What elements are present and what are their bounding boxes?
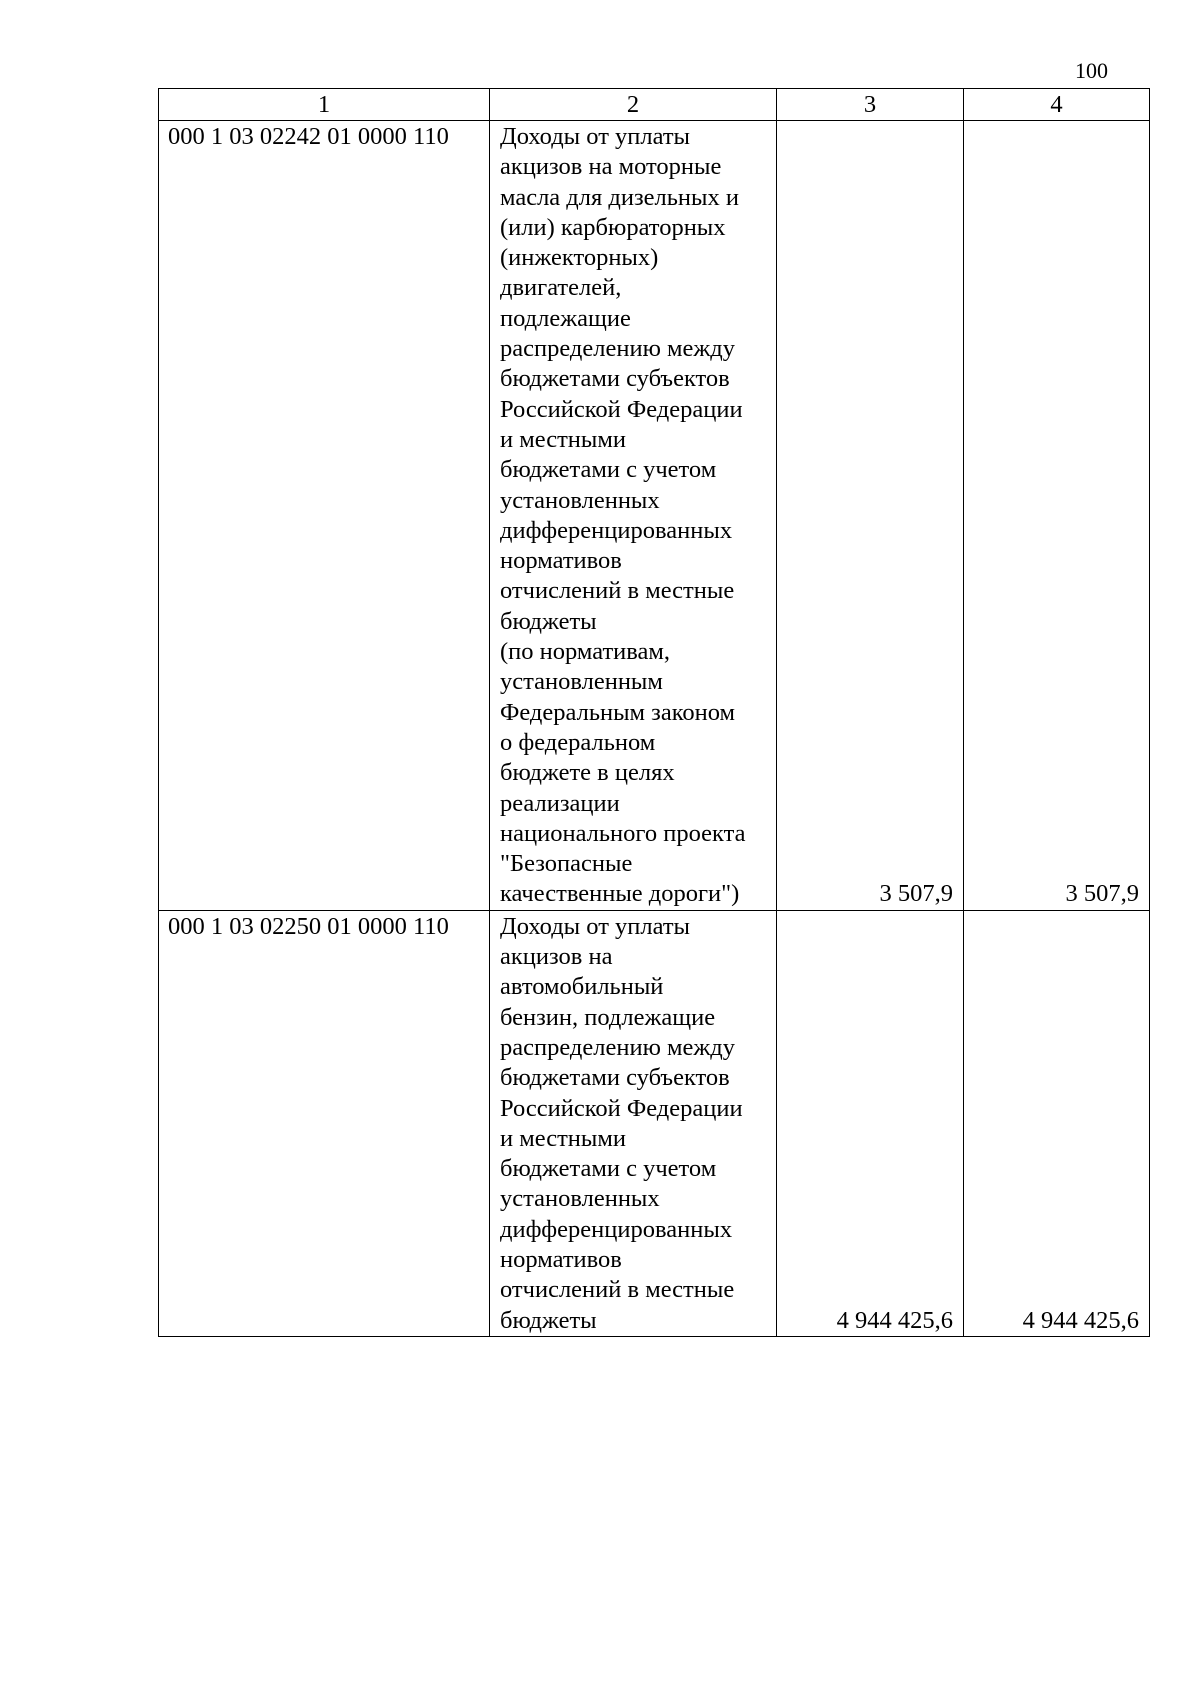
description-line: акцизов на моторные [500,153,722,181]
revenue-code-cell: 000 1 03 02242 01 0000 110 [159,121,490,911]
column-header-1: 1 [159,89,490,121]
column-header-3: 3 [777,89,964,121]
amount-column-3-cell: 4 944 425,6 [777,910,964,1336]
table-row [159,121,1150,911]
revenue-code-cell: 000 1 03 02250 01 0000 110 [159,910,490,1336]
description-line: о федеральном [500,728,656,756]
description-line: двигателей, [500,274,622,302]
description-line: установленным [500,668,663,696]
description-line: "Безопасные [500,850,633,878]
column-header-2: 2 [490,89,777,121]
description-line: Доходы от уплаты [500,123,691,150]
description-line: нормативов [500,547,622,575]
description-line: бюджетами с учетом [500,456,717,484]
amount-column-4-cell: 3 507,9 [964,121,1150,911]
description-line: (или) карбюраторных [500,213,726,241]
description-line: отчислений в местные [500,577,735,605]
description-line: и местными [500,425,626,453]
description-line: качественные дороги") [500,880,740,908]
description-line: акцизов на [500,943,613,971]
description-line: нормативов [500,1245,622,1273]
description-line: Российской Федерации [500,395,743,423]
description-line: бюджеты [500,607,597,635]
revenue-description-cell [490,121,777,911]
description-line: автомобильный [500,973,664,1001]
description-line: отчислений в местные [500,1276,735,1304]
description-line: Российской Федерации [500,1094,743,1122]
column-header-4: 4 [964,89,1150,121]
description-line: реализации [500,789,620,817]
description-line: распределению между [500,335,736,363]
description-line: бюджетами с учетом [500,1155,717,1183]
amount-column-3-cell: 3 507,9 [777,121,964,911]
description-line: национального проекта [500,819,746,847]
table-row [159,910,1150,1336]
revenue-description-cell [490,910,777,1336]
budget-revenue-table [158,88,1150,1337]
description-line: (инжекторных) [500,244,659,272]
description-line: бюджеты [500,1306,597,1334]
description-line: бюджетами субъектов [500,1064,730,1092]
description-line: дифференцированных [500,1215,733,1243]
amount-column-4-cell: 4 944 425,6 [964,910,1150,1336]
description-line: бюджетами субъектов [500,365,730,393]
description-line: Федеральным законом [500,698,736,726]
description-line: распределению между [500,1033,736,1061]
table-header-row [159,89,1150,121]
description-line: установленных [500,1185,660,1213]
description-line: установленных [500,486,660,514]
description-line: подлежащие [500,304,631,332]
description-line: и местными [500,1124,626,1152]
description-line: (по нормативам, [500,638,671,666]
description-line: Доходы от уплаты [500,912,691,940]
description-line: масла для дизельных и [500,183,739,211]
description-line: дифференцированных [500,516,733,544]
description-line: бюджете в целях [500,759,675,787]
description-line: бензин, подлежащие [500,1003,716,1031]
page-number: 100 [1075,58,1108,83]
